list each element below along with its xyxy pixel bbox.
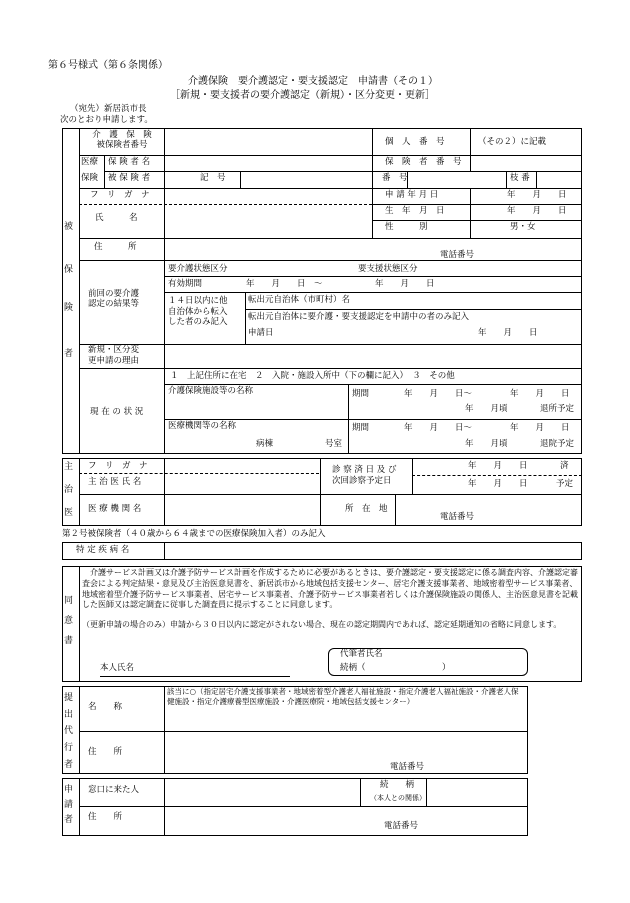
disease-label: 特 定 疾 病 名 — [76, 545, 130, 555]
insured-number-field[interactable] — [166, 130, 366, 154]
furigana-label: フ リ ガ ナ — [90, 190, 150, 200]
doctor-name-label: 主 治 医 氏 名 — [88, 477, 142, 487]
applicant-relation-note: （本人との関係） — [370, 794, 426, 802]
current-status-label: 現 在 の 状 況 — [90, 407, 144, 417]
facility-discharge-month[interactable]: 年 月頃 — [465, 404, 508, 414]
submitter-phone-label: 電話番号 — [390, 762, 425, 772]
applicant-relation-label: 続 柄 — [380, 780, 415, 790]
applicant-relation-field[interactable] — [428, 780, 524, 804]
window-person-label: 窓口に来た人 — [88, 785, 140, 795]
doctor-label-1: 主 — [64, 462, 74, 472]
insured-person-label: 被 保 険 者 — [108, 173, 151, 183]
signature-label: 本人氏名 — [100, 663, 135, 673]
insurer-name-label: 保 険 者 名 — [108, 157, 151, 167]
insurer-number-field[interactable] — [472, 156, 580, 170]
doctor-label-2: 治 — [64, 485, 74, 495]
applicant-address-field[interactable] — [166, 808, 524, 834]
hospital-discharge-month[interactable]: 年 月頃 — [465, 439, 508, 449]
visit-done-date[interactable]: 年 月 日 — [468, 461, 528, 471]
submitter-name-label: 名 称 — [88, 702, 123, 712]
from-municipality-label: 転出元自治体（市町村）名 — [248, 295, 351, 305]
medical-label-2: 保険 — [81, 173, 99, 183]
visit-done-label: 済 — [560, 461, 569, 471]
second-insured-note: 第２号被保険者（４０歳から６４歳までの医療保険加入者）のみ記入 — [62, 529, 326, 539]
applicant-vertical-label: 申 請 者 — [64, 785, 74, 825]
room-label: 号室 — [325, 439, 343, 449]
medical-label-1: 医療 — [81, 157, 99, 167]
applicant-phone-label: 電話番号 — [384, 821, 419, 831]
hospital-period-from[interactable]: 年 月 日～ — [404, 423, 473, 433]
number-label: 番 号 — [382, 173, 408, 183]
hospital-discharge-label: 退院予定 — [540, 439, 575, 449]
support-level-label: 要支援状態区分 — [358, 264, 418, 274]
applicant-address-label: 住 所 — [88, 812, 123, 822]
valid-period-to[interactable]: 年 月 日 — [375, 279, 435, 289]
insured-label-4: 者 — [64, 349, 74, 359]
insured-phone-label: 電話番号 — [440, 250, 475, 260]
insured-label-1: 被 — [64, 222, 74, 232]
submitter-address-field[interactable] — [166, 733, 524, 771]
reason-field[interactable] — [166, 346, 576, 366]
doctor-label-3: 医 — [64, 508, 74, 518]
consent-label-1: 同 — [64, 596, 74, 606]
visit-date-label: 診 察 済 日 及 び 次回診察予定日 — [332, 465, 397, 487]
institution-label: 医 療 機 関 名 — [88, 504, 142, 514]
facility-period-label: 期間 — [352, 389, 370, 399]
visit-next-label: 予定 — [556, 479, 574, 489]
proxy-label: 代筆者氏名 — [340, 649, 383, 659]
branch-label: 枝 番 — [510, 173, 530, 183]
form-subtitle: ［新規・要支援者の要介護認定（新規）・区分変更・更新］ — [170, 90, 435, 101]
valid-period-from[interactable]: 年 月 日 ～ — [246, 279, 323, 289]
address-label: 住 所 — [94, 242, 137, 252]
facility-period-to[interactable]: 年 月 日 — [510, 389, 570, 399]
facility-name-label: 介護保険施設等の名称 — [168, 386, 254, 396]
insurer-number-label: 保 険 者 番 号 — [385, 157, 462, 167]
from-application-date-label: 申請日 — [248, 328, 274, 338]
institution-field[interactable] — [166, 497, 316, 523]
doctor-phone-label: 電話番号 — [440, 512, 475, 522]
birth-date-label: 生 年 月 日 — [385, 206, 445, 216]
intro-text: 次のとおり申請します。 — [60, 115, 153, 125]
consent-label-3: 書 — [64, 636, 74, 646]
consent-renewal-text: （更新申請の場合のみ）申請から３０日以内に認定がされない場合、現在の認定期間内であれば、認定延期通知の省略に同意します。 — [82, 620, 562, 629]
facility-period-from[interactable]: 年 月 日～ — [404, 389, 473, 399]
submitter-address-label: 住 所 — [88, 747, 123, 757]
care-level-label: 要介護状態区分 — [168, 264, 228, 274]
submitter-vertical-label: 提 出 代 行 者 — [64, 693, 74, 770]
signature-field[interactable] — [150, 660, 285, 674]
facility-discharge-label: 退所予定 — [540, 404, 575, 414]
from-application-note: 転出元自治体に要介護・要支援認定を申請中の者のみ記入 — [248, 312, 470, 322]
previous-label: 前回の要介護 認定の結果等 — [88, 289, 140, 309]
insured-number-label: 介 護 保 険 被保険者番号 — [92, 130, 152, 150]
ward-label: 病棟 — [256, 439, 274, 449]
doctor-name-field[interactable] — [166, 475, 316, 491]
symbol-label: 記 号 — [200, 173, 226, 183]
disease-field[interactable] — [166, 544, 576, 558]
doctor-furigana-label: フ リ ガ ナ — [88, 461, 148, 471]
form-number: 第６号様式（第６条関係） — [48, 60, 168, 71]
visit-next-date[interactable]: 年 月 日 — [468, 479, 528, 489]
proxy-relation-label[interactable]: 続柄（ ） — [340, 663, 451, 673]
valid-period-label: 有効期間 — [168, 279, 203, 289]
submitter-applicable-note: 該当に○（指定居宅介護支援事業者・地域密着型介護老人福祉施設・指定介護老人福祉施設・介護老人保健施設・指定介護療養型医療施設・介護医療院・地域包括支援センター） — [167, 687, 519, 706]
name-label: 氏 名 — [95, 213, 138, 223]
insured-label-2: 保 — [64, 265, 74, 275]
gender-options[interactable]: 男・女 — [510, 222, 536, 232]
reason-label: 新規・区分変 更申請の理由 — [88, 345, 140, 366]
birth-date-value[interactable]: 年 月 日 — [507, 206, 567, 216]
form-title: 介護保険 要介護認定・要支援認定 申請書（その１） — [188, 76, 438, 87]
consent-label-2: 意 — [64, 616, 74, 626]
location-label: 所 在 地 — [345, 504, 388, 514]
name-field[interactable] — [166, 206, 366, 236]
current-status-options[interactable]: １ 上記住所に在宅 ２ 入院・施設入所中（下の欄に記入） ３ その他 — [170, 371, 455, 381]
consent-text: 介護サービス計画又は介護予防サービス計画を作成するために必要があるときは、要介護認定・要支援認定に係る調査内容、介護認定審査会による判定結果・意見及び主治医意見書を、新居浜市から地域包括支援センター、居宅介護支援事業者、地域密着型サービス事業者、地域密着型介護予防サービス事業者、居宅サービス事業者、介護予防サービス事業者若しくは介護保険施設の関係人、主治医意見書を記載した医師又は認定調査に従事した調査員に提示することに同意します。 — [82, 568, 578, 610]
hospital-period-to[interactable]: 年 月 日 — [510, 423, 570, 433]
personal-number-label: 個 人 番 号 — [385, 137, 445, 147]
address-field[interactable] — [166, 240, 576, 258]
insured-label-3: 険 — [64, 303, 74, 313]
hospital-name-label: 医療機関等の名称 — [168, 421, 237, 431]
application-date-value[interactable]: 年 月 日 — [507, 190, 567, 200]
application-date-label: 申 請 年 月 日 — [385, 190, 439, 200]
gender-label: 性 別 — [385, 222, 428, 232]
hospital-period-label: 期間 — [352, 423, 370, 433]
submitter-name-field[interactable] — [166, 709, 524, 729]
addressee: （宛先）新居浜市長 — [70, 104, 147, 114]
from-application-date[interactable]: 年 月 日 — [478, 328, 538, 338]
window-person-field[interactable] — [166, 780, 356, 804]
transfer-label: １４日以内に他 自治体から転入 した者のみ記入 — [168, 296, 228, 328]
personal-number-note: （その２）に記載 — [478, 137, 547, 147]
